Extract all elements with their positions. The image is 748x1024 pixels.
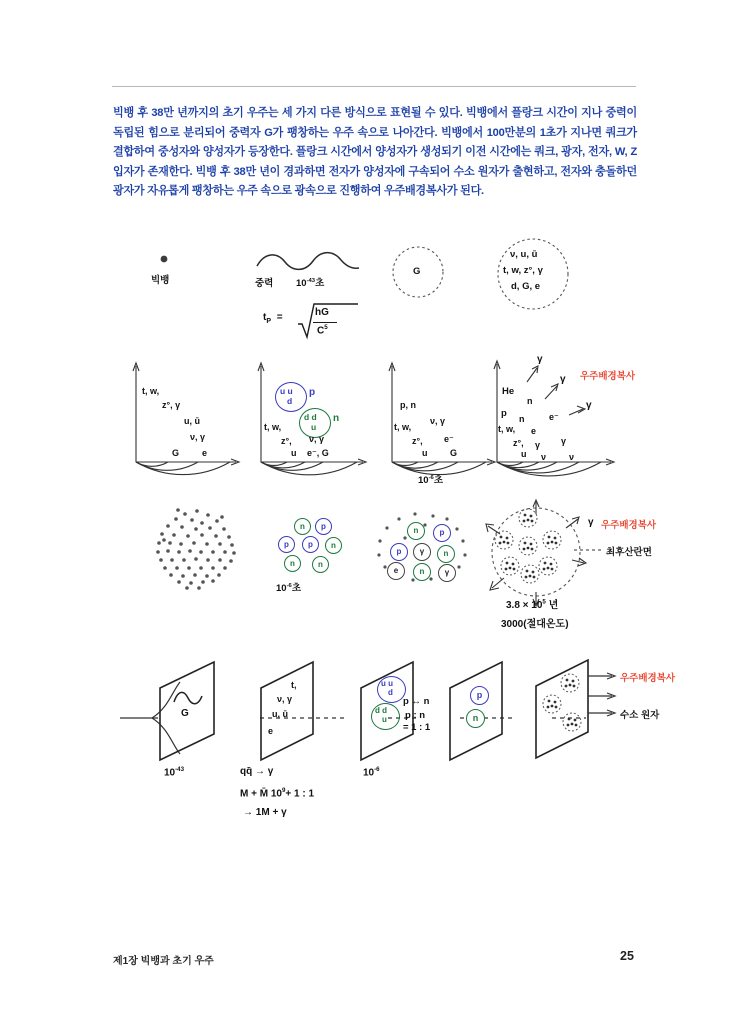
age-exponent: 5 — [542, 598, 546, 606]
particle-line-1: ν, u, ū — [510, 249, 538, 260]
neutron-quarks-bottom: u — [311, 422, 317, 432]
proton-quark-circle — [377, 676, 406, 703]
proton-token: p — [278, 536, 295, 553]
planck-numerator: hG — [315, 307, 329, 318]
atom-cluster-icon — [495, 509, 561, 583]
plane3-neutron-bottom: u — [382, 715, 387, 724]
plane2-line-2: ν, γ — [277, 694, 293, 704]
neutron-token: n — [284, 555, 301, 572]
fan-axes-arcs — [126, 358, 244, 470]
plane2-line-1: t, — [291, 680, 297, 690]
gravity-time — [296, 275, 324, 289]
header-divider — [112, 86, 636, 87]
gravity-wave-group — [255, 250, 365, 289]
emission-arrows-icon — [588, 673, 615, 716]
gravity-time-exponent: -43 — [306, 277, 316, 284]
fan-axes-arcs — [382, 358, 500, 470]
gravity-time-base: 10 — [296, 278, 307, 289]
graviton-label: G — [413, 266, 421, 277]
planck-denominator-base: C — [317, 325, 325, 337]
plane3-proton-bottom: d — [388, 688, 393, 697]
neutron-quarks-top: d d — [304, 412, 317, 422]
eq2-b: + 1 : 1 — [285, 788, 315, 800]
fan4-gamma-mid: γ — [560, 374, 566, 385]
annihilation-eq-3: → 1M + γ — [243, 807, 287, 818]
plane3-time-exp: -6 — [374, 766, 380, 773]
plane-shape-icon — [152, 656, 232, 766]
proton-label: p — [309, 387, 316, 398]
cluster2-time-base: 10 — [276, 583, 287, 594]
plane1-time — [164, 766, 184, 778]
gravity-wave-icon — [255, 250, 365, 276]
fan2-ring-label-1: t, w, — [264, 422, 282, 432]
fan4-label-gamma1: γ — [535, 440, 541, 450]
last-scattering-label: 최후산란면 — [606, 547, 652, 558]
bigbang-label: 빅뱅 — [151, 275, 170, 286]
pn-ratio-value: = 1 : 1 — [403, 722, 431, 733]
planck-lhs-sub: P — [266, 318, 272, 325]
fan3-ring-label-4: u — [422, 448, 428, 458]
plane-2 — [240, 656, 325, 818]
hydrogen-atoms-icon — [543, 674, 581, 731]
last-scattering-icon — [478, 500, 598, 610]
age-value: 3.8 × 10 — [506, 600, 543, 611]
fan4-label-e: e — [531, 426, 537, 436]
cluster2-time-unit: 초 — [291, 583, 301, 594]
gravity-time-unit: 초 — [315, 278, 325, 289]
particle-cloud-1 — [152, 505, 242, 595]
neutron-token: n — [325, 537, 342, 554]
planck-time-formula — [263, 300, 383, 340]
proton-token: p — [315, 518, 332, 535]
plane-shape-icon — [255, 656, 325, 766]
bigbang-dot-icon — [155, 250, 185, 268]
fan3-ring-label-3: z°, — [412, 436, 423, 446]
neutron-token: n — [466, 709, 485, 728]
fan-diagram-2 — [251, 358, 373, 470]
photon-token: γ — [438, 564, 456, 582]
fan2-ring-label-3: u — [291, 448, 297, 458]
annihilation-eq-1: qq̄ → γ — [240, 766, 274, 777]
page-number: 25 — [620, 949, 634, 963]
plane1-time-exp: -43 — [175, 766, 185, 773]
fan4-gamma-low: γ — [586, 400, 592, 411]
neutron-token: n — [413, 563, 431, 581]
plane2-line-4: e — [268, 726, 274, 736]
plane3-time-base: 10 — [363, 767, 375, 779]
planck-equals: = — [276, 312, 283, 323]
proton-quark-circle — [275, 382, 307, 412]
cluster2-time-exp: -6 — [286, 582, 292, 589]
fan4-label-eminus: e⁻ — [549, 412, 559, 422]
fan4-label-nu2: ν — [569, 452, 575, 462]
cmb-label: 우주배경복사 — [620, 673, 676, 684]
fan2-ring-label-2: z°, — [281, 436, 292, 446]
fan3-ring-label-7: G — [450, 448, 458, 458]
fan3-time-exp: -6 — [428, 474, 434, 481]
particle-line-2: t, w, z°, γ — [503, 265, 543, 276]
dot-cloud-icon — [152, 505, 242, 595]
fan4-label-p: p — [501, 408, 507, 419]
cmb-label: 우주배경복사 — [580, 371, 636, 382]
neutron-quark-circle — [371, 703, 400, 730]
plane1-g-label: G — [181, 708, 189, 719]
neutron-token: n — [407, 522, 425, 540]
fan1-ring-label-5: G — [172, 448, 180, 458]
cluster2-time-label — [276, 580, 301, 594]
footer-chapter: 제1장 빅뱅과 초기 우주 — [113, 956, 214, 967]
fan3-ring-label-5: ν, γ — [430, 416, 446, 426]
gamma-arrows-icon — [527, 366, 585, 415]
neutron-token: n — [312, 556, 329, 573]
planck-lhs: t — [263, 312, 267, 323]
age-unit: 년 — [548, 600, 559, 611]
fan4-label-n2: n — [519, 414, 525, 424]
intro-paragraph: 빅뱅 후 38만 년까지의 초기 우주는 세 가지 다른 방식으로 표현될 수 있다. 빅뱅에서 플랑크 시간이 지나 중력이 독립된 힘으로 분리되어 중력자 G가 팽창하는 우주 속으로 나아간다. 빅뱅에서 100만분의 1초가 지나면 쿼크가 결합하여 중성자와 양성자가 등장한다. 플랑크 시간에서 양성자가 생성되기 이전 시간에는 쿼크, 광자, 전자, W, Z입자가 존재한다. 빅뱅 후 38만 년이 경과하면 전자가 양성자에 구속되어 수소 원자가 출현하고, 전자와 충돌하던 광자가 자유롭게 팽창하는 우주 속으로 광속으로 진행하여 우주배경복사가 된다. — [113, 107, 637, 198]
fan3-time-base: 10 — [418, 475, 429, 486]
planck-denominator — [317, 324, 328, 336]
fan1-ring-label-6: e — [202, 448, 208, 458]
fan1-ring-label-1: t, w, — [142, 386, 160, 396]
plane3-neutron-top: d d — [375, 706, 387, 715]
fan3-ring-label-1: p, n — [400, 400, 416, 410]
plane2-line-3: u, ū — [272, 709, 288, 719]
fan3-ring-label-6: e⁻ — [444, 434, 454, 444]
fan4-label-tw: t, w, — [498, 424, 516, 434]
graviton-circle-group — [390, 244, 446, 300]
plane3-time — [363, 766, 380, 778]
cmb-label: 우주배경복사 — [601, 520, 657, 531]
bigbang-group — [151, 250, 185, 286]
temperature-label: 3000(절대온도) — [501, 619, 569, 630]
proton-token: p — [470, 686, 489, 705]
neutron-token: n — [294, 518, 311, 535]
pn-ratio: p : n — [405, 710, 426, 721]
fan3-time-label — [418, 472, 443, 486]
eq2-a: M + M̄ 10 — [240, 788, 282, 800]
proton-quarks-top: u u — [280, 386, 293, 396]
universe-age-label — [506, 596, 558, 611]
cluster4-gamma: γ — [588, 517, 594, 528]
fan4-label-nu1: ν — [541, 452, 547, 462]
fan3-ring-label-2: t, w, — [394, 422, 412, 432]
radical-icon — [296, 300, 366, 342]
proton-token: p — [390, 543, 408, 561]
last-scattering-diagram — [478, 500, 657, 630]
fraction-bar — [313, 322, 337, 323]
eq2-exp: 9 — [281, 787, 286, 794]
fan4-label-n1: n — [527, 396, 533, 406]
fan-diagram-4 — [487, 352, 636, 472]
gravity-label: 중력 — [255, 278, 274, 289]
fan4-label-u: u — [521, 449, 527, 459]
plane-1 — [152, 656, 232, 779]
fan3-time-unit: 초 — [433, 475, 443, 486]
photon-token: γ — [413, 543, 431, 561]
particle-circle-group — [495, 236, 571, 312]
electron-token: e — [387, 562, 405, 580]
neutron-token: n — [437, 545, 455, 563]
fan1-ring-label-3: u, ū — [184, 416, 200, 426]
plane1-time-base: 10 — [164, 767, 176, 779]
proton-token: p — [302, 536, 319, 553]
proton-token: p — [433, 524, 451, 542]
fan-diagram-1 — [126, 358, 244, 470]
hydrogen-atom-label: 수소 원자 — [620, 710, 660, 721]
plane-4 — [444, 656, 514, 766]
plane3-proton-top: u u — [381, 679, 393, 688]
annihilation-eq-2 — [240, 787, 314, 799]
neutron-label: n — [333, 413, 340, 424]
fan1-ring-label-2: z°, γ — [162, 400, 181, 410]
fan4-label-he: He — [502, 386, 515, 397]
particle-line-3: d, G, e — [511, 281, 541, 292]
fan4-gamma-top: γ — [537, 354, 543, 365]
pn-exchange: p ↔ n — [403, 696, 430, 707]
fan2-ring-label-4: ν, γ — [309, 434, 325, 444]
fan4-label-gamma2: γ — [561, 436, 567, 446]
fan4-label-z: z°, — [513, 438, 524, 448]
fan1-ring-label-4: ν, γ — [190, 432, 206, 442]
plane-5 — [530, 650, 676, 770]
fan2-ring-label-5: e⁻, G — [307, 448, 329, 458]
planck-denominator-exp: 5 — [324, 324, 328, 331]
proton-quarks-bottom: d — [287, 396, 293, 406]
fan-diagram-3 — [382, 358, 500, 486]
